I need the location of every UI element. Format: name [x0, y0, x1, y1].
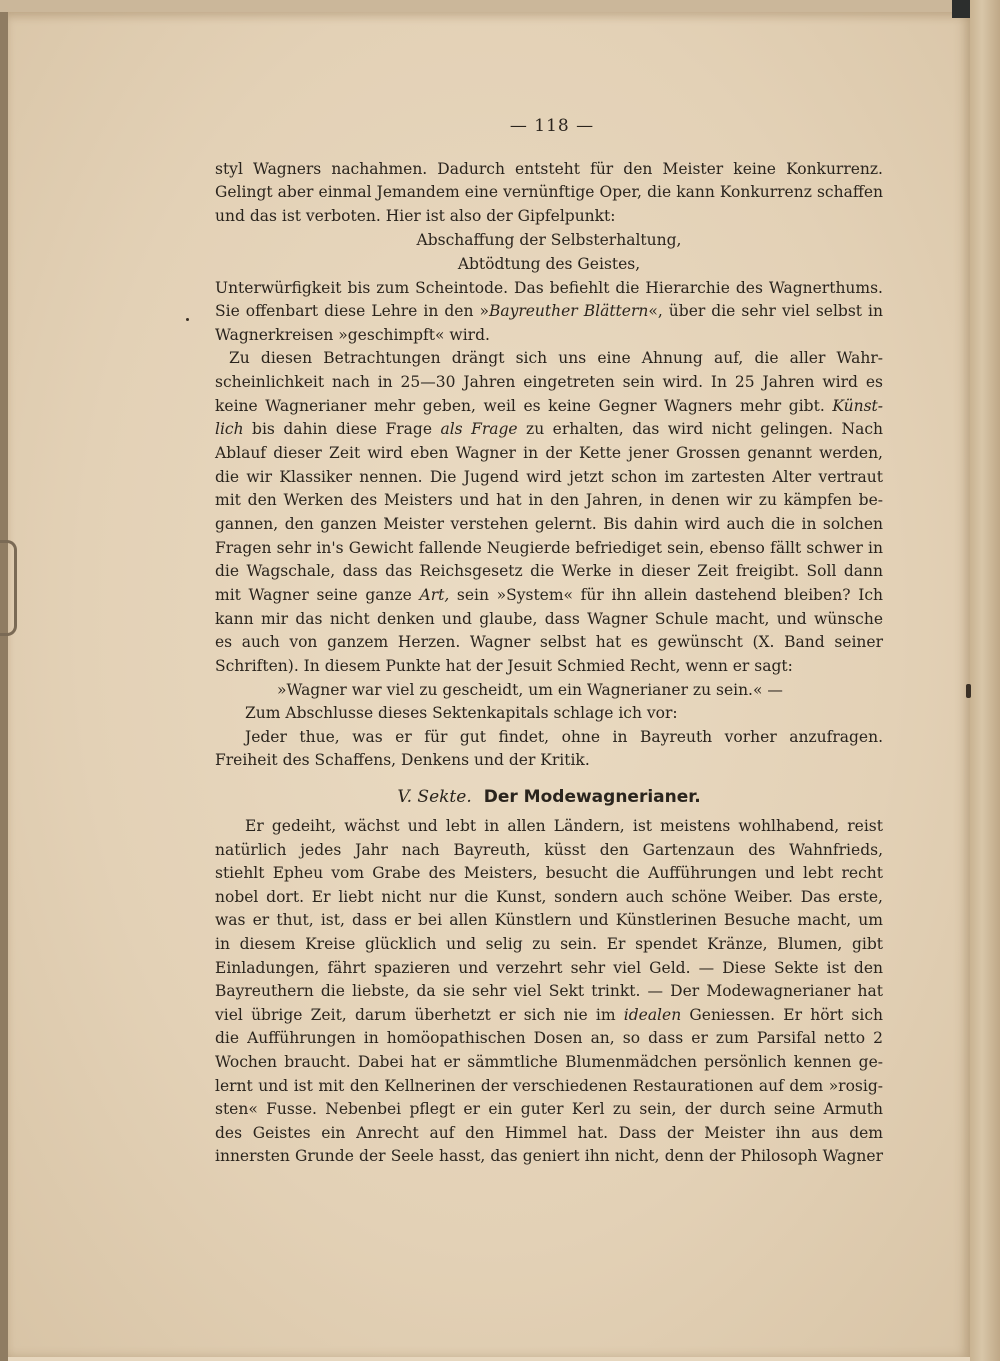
text-line: Schriften). In diesem Punkte hat der Jesuit Schmied Recht, wenn er sagt: [215, 657, 793, 675]
text-line: Einladungen, fährt spazieren und verzehrt sehr viel Geld. — Diese Sekte ist den [215, 959, 883, 977]
text-line: was er thut, ist, dass er bei allen Künstlern und Künstlerinen Besuche macht, um [215, 911, 883, 929]
italic-word: lich [215, 420, 244, 438]
text-line: des Geistes ein Anrecht auf den Himmel hat. Dass der Meister ihn aus dem [215, 1124, 883, 1142]
italic-title: Bayreuther Blättern [488, 302, 649, 320]
italic-word: idealen [623, 1006, 682, 1024]
text-line: und das ist verboten. Hier ist also der Gipfelpunkt: [215, 207, 616, 225]
page-number: — 118 — [509, 116, 595, 136]
text-line: die Aufführungen in homöopathischen Dosen an, so dass er zum Parsifal netto 2 [215, 1029, 883, 1047]
text-line: Wochen braucht. Dabei hat er sämmtliche Blumenmädchen persönlich kennen ge- [215, 1053, 883, 1071]
text-span: keine Wagnerianer mehr geben, weil es keine Gegner Wagners mehr gibt. [215, 397, 833, 415]
text-line: Zum Abschlusse dieses Sektenkapitals schlage ich vor: [245, 704, 678, 722]
text-span: «, über die sehr viel selbst in [648, 302, 883, 320]
text-span: viel übrige Zeit, darum überhetzt er sich nie im [215, 1006, 624, 1024]
text-line: gannen, den ganzen Meister verstehen gelernt. Bis dahin wird auch die in solchen [215, 515, 883, 533]
text-line: die wir Klassiker nennen. Die Jugend wird jetzt schon im zartesten Alter vertraut [215, 468, 883, 486]
text-line: nobel dort. Er liebt nicht nur die Kunst, sondern auch schöne Weiber. Das erste, [215, 888, 883, 906]
text-line: Unterwürfigkeit bis zum Scheintode. Das befiehlt die Hierarchie des Wagnerthums. [215, 279, 883, 297]
text-line: styl Wagners nachahmen. Dadurch entsteht für den Meister keine Konkurrenz. [215, 160, 883, 178]
centered-line: Abtödtung des Geistes, [457, 255, 641, 273]
section-title: Der Modewagnerianer. [483, 787, 701, 807]
text-line: natürlich jedes Jahr nach Bayreuth, küsst den Gartenzaun des Wahnfrieds, [215, 841, 883, 859]
text-line: Freiheit des Schaffens, Denkens und der Kritik. [215, 751, 590, 769]
italic-word: Künst- [832, 397, 883, 415]
text-line: scheinlichkeit nach in 25—30 Jahren eingetreten sein wird. In 25 Jahren wird es [215, 373, 883, 391]
text-line: Jeder thue, was er für gut findet, ohne in Bayreuth vorher anzufragen. [245, 728, 883, 746]
text-line: Ablauf dieser Zeit wird eben Wagner in der Kette jener Grossen genannt werden, [215, 444, 883, 462]
text-span: bis dahin diese Frage [243, 420, 441, 438]
text-line: Zu diesen Betrachtungen drängt sich uns eine Ahnung auf, die aller Wahr- [229, 349, 883, 367]
text-span: sein »System« für ihn allein dastehend bleiben? Ich [449, 586, 883, 604]
text-line: innersten Grunde der Seele hasst, das geniert ihn nicht, denn der Philosoph Wagner [215, 1147, 883, 1165]
text-line: Wagnerkreisen »geschimpft« wird. [215, 326, 490, 344]
top-edge [0, 0, 1000, 12]
section-heading [215, 786, 883, 809]
text-line: stiehlt Epheu vom Grabe des Meisters, besucht die Aufführungen und lebt recht [215, 864, 883, 882]
text-line: Gelingt aber einmal Jemandem eine vernünftige Oper, die kann Konkurrenz schaffen [215, 183, 883, 201]
text-line: sten« Fusse. Nebenbei pflegt er ein guter Kerl zu sein, der durch seine Armuth [215, 1100, 883, 1118]
quote-line: »Wagner war viel zu gescheidt, um ein Wagnerianer zu sein.« — [277, 681, 783, 699]
text-span: Sie offenbart diese Lehre in den » [215, 302, 489, 320]
text-line: die Wagschale, dass das Reichsgesetz die Werke in dieser Zeit freigibt. Soll dann [215, 562, 883, 580]
text-line: Bayreuthern die liebste, da sie sehr viel Sekt trinkt. — Der Modewagnerianer hat [215, 982, 883, 1000]
italic-word: Art, [419, 586, 450, 604]
text-line [215, 300, 883, 323]
text-line: Er gedeiht, wächst und lebt in allen Ländern, ist meistens wohlhabend, reist [245, 817, 883, 835]
text-line [215, 584, 883, 607]
text-span: Geniessen. Er hört sich [681, 1006, 883, 1024]
text-line: lernt und ist mit den Kellnerinen der verschiedenen Restaurationen auf dem »rosig- [215, 1077, 883, 1095]
italic-phrase: als Frage [440, 420, 518, 438]
text-line [215, 418, 883, 441]
section-label: V. Sekte. [397, 787, 472, 807]
ink-smudge [966, 684, 971, 698]
text-line: es auch von ganzem Herzen. Wagner selbst hat es gewünscht (X. Band seiner [215, 633, 883, 651]
text-line: Fragen sehr in's Gewicht fallende Neugierde befriediget sein, ebenso fällt schwer in [215, 539, 883, 557]
page-stack-edge [970, 0, 1000, 1361]
text-line: in diesem Kreise glücklich und selig zu sein. Er spendet Kränze, Blumen, gibt [215, 935, 883, 953]
text-span: mit Wagner seine ganze [215, 586, 420, 604]
text-line [215, 1004, 883, 1027]
text-line [215, 395, 883, 418]
text-span: zu erhalten, das wird nicht gelingen. Nach [517, 420, 883, 438]
ink-speck [186, 318, 189, 321]
binding-clip [0, 540, 17, 636]
text-line: mit den Werken des Meisters und hat in den Jahren, in denen wir zu kämpfen be- [215, 491, 883, 509]
text-line: kann mir das nicht denken und glaube, dass Wagner Schule macht, und wünsche [215, 610, 883, 628]
centered-line: Abschaffung der Selbsterhaltung, [416, 231, 682, 249]
binding-edge [0, 0, 8, 1361]
